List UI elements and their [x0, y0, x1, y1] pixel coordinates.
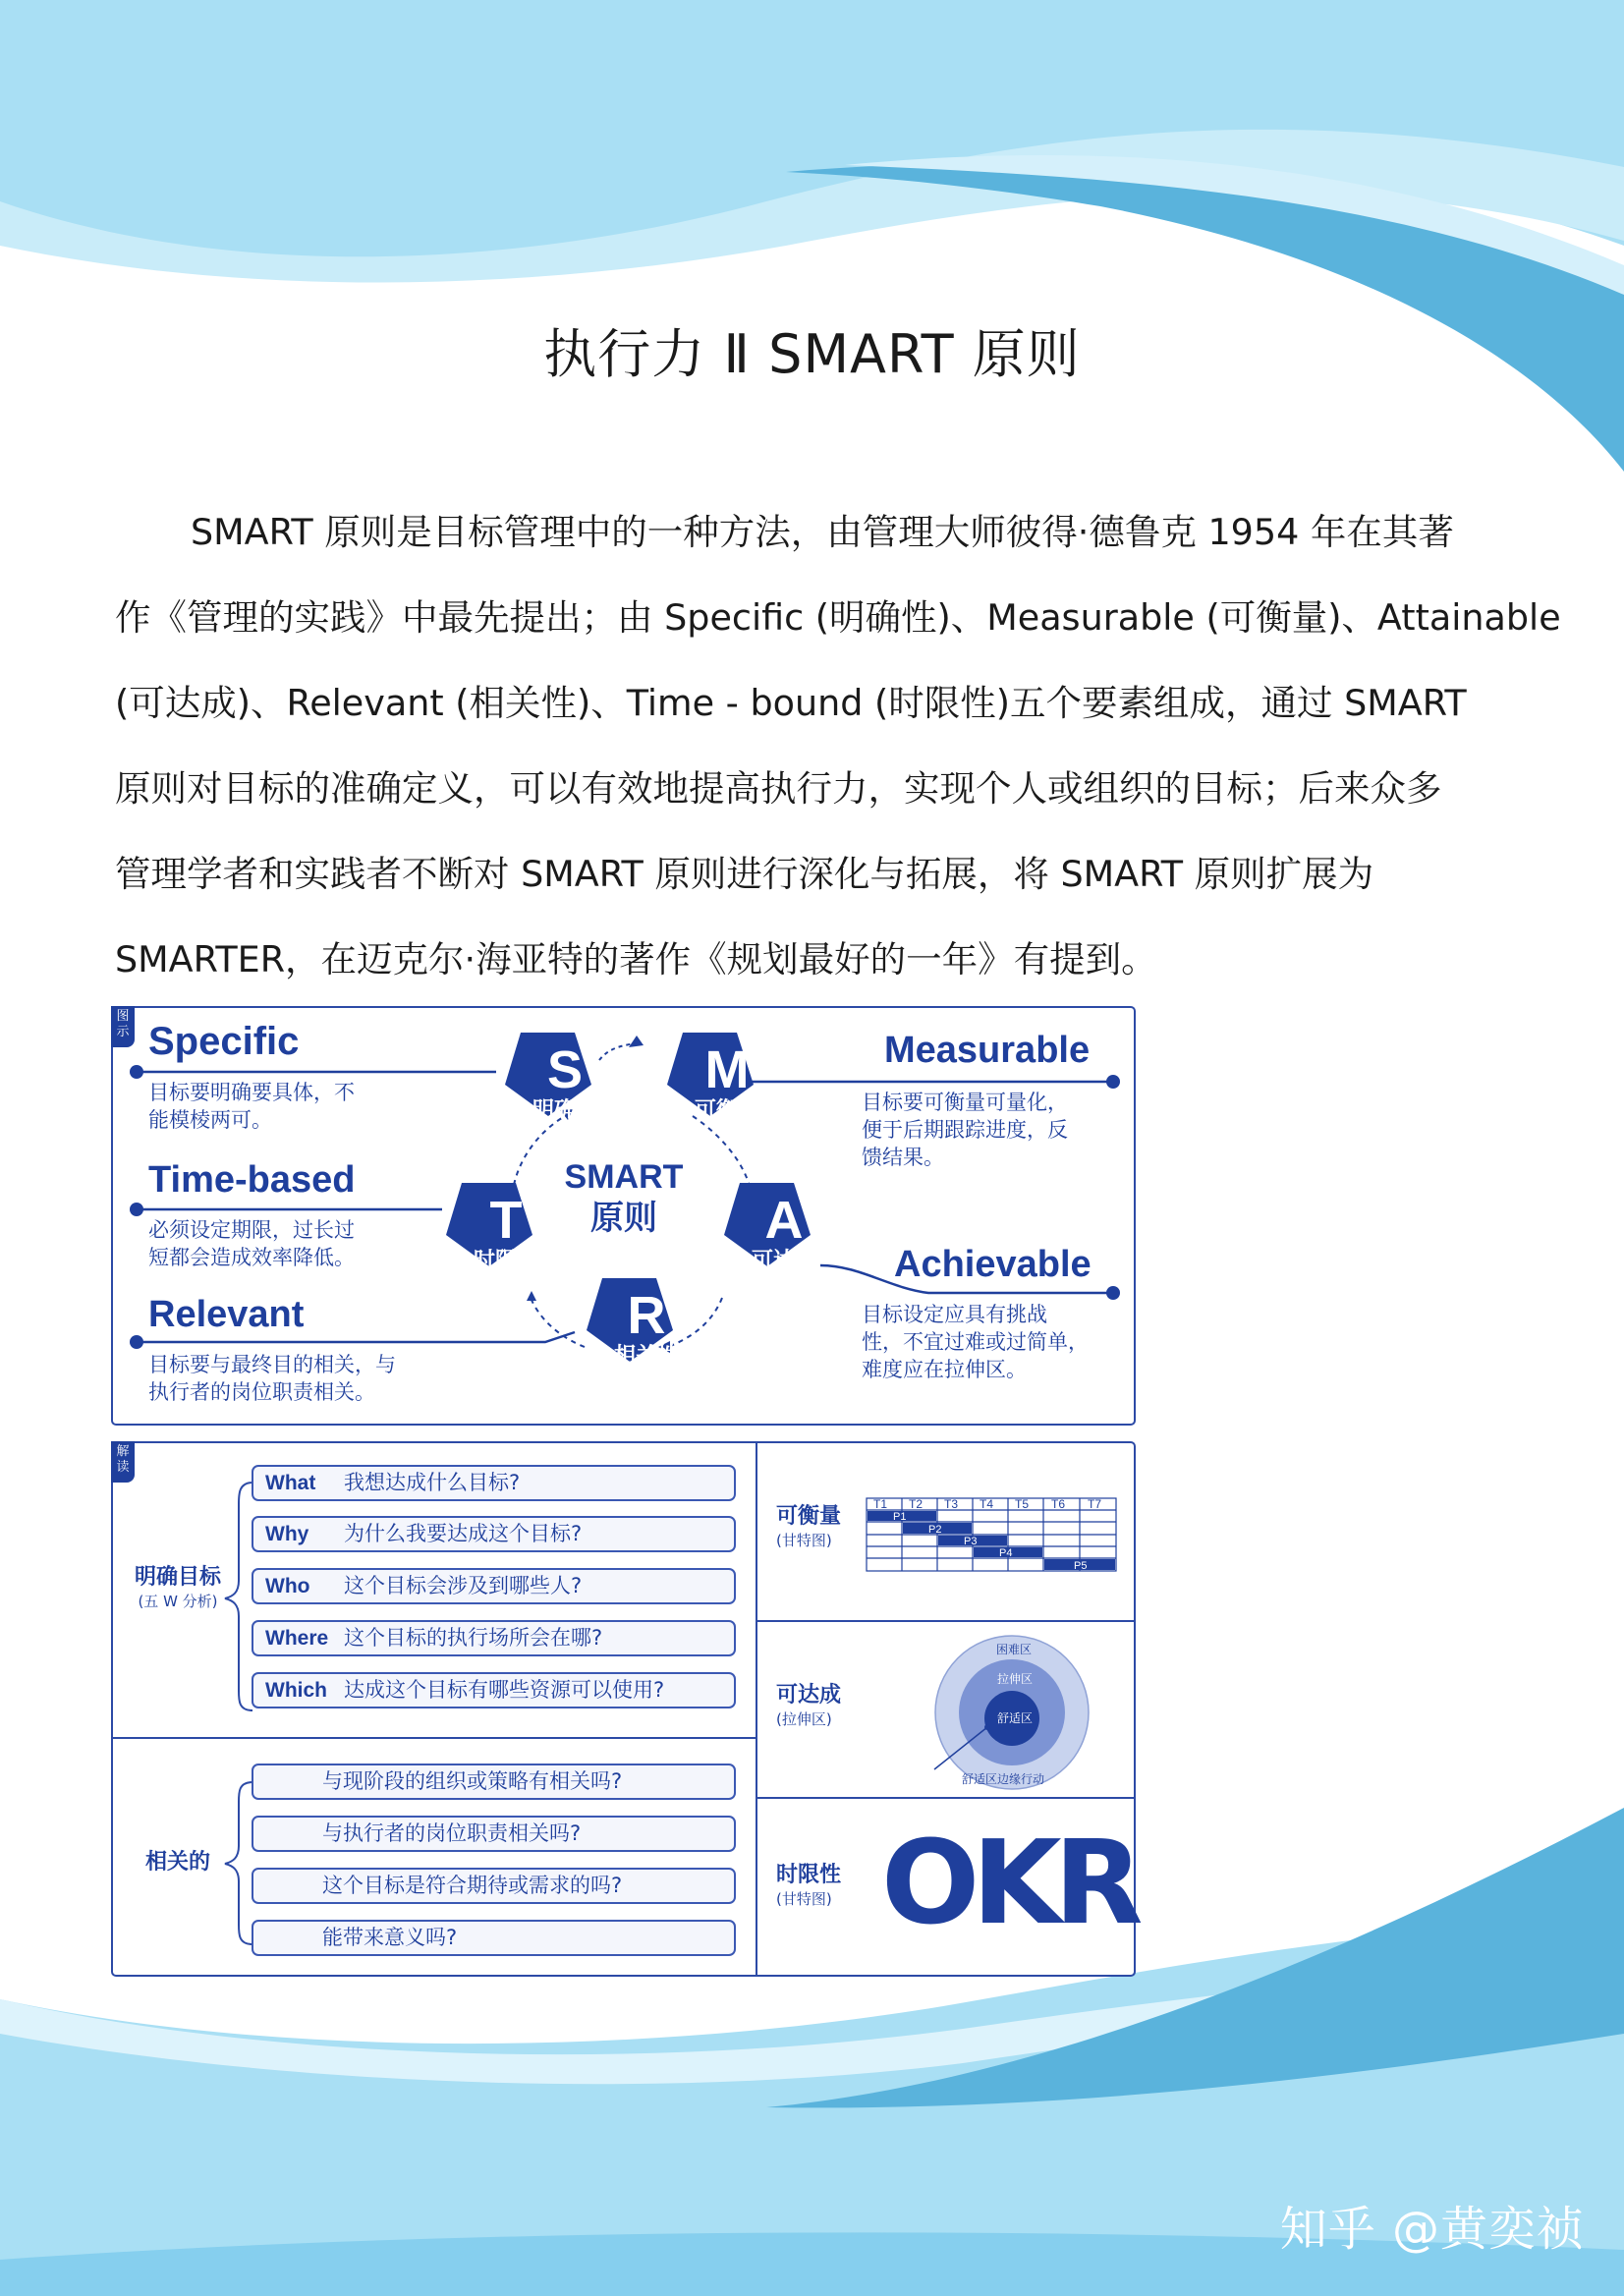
a-label: 可达成	[751, 1249, 816, 1273]
time-title: 时限性	[776, 1863, 842, 1887]
measurable-title: 可衡量	[776, 1504, 842, 1529]
relevant-q2: 与执行者的岗位职责相关吗?	[252, 1816, 736, 1852]
measurable-desc	[862, 1089, 1068, 1171]
diagram-center	[555, 1157, 693, 1240]
clear-goal-sub: (五 W 分析)	[138, 1593, 218, 1610]
desc-line: 目标要与最终目的相关，与	[148, 1353, 396, 1376]
t-letter: T	[489, 1191, 523, 1250]
gantt-header: T4	[980, 1497, 994, 1511]
where-pill	[252, 1620, 736, 1656]
s-pentagon	[518, 1041, 612, 1124]
desc-line: 目标要明确要具体，不	[148, 1081, 355, 1104]
gantt-header: T6	[1051, 1497, 1066, 1511]
time-desc	[148, 1216, 355, 1271]
watermark: 知乎 @黄奕祯	[1279, 2202, 1585, 2257]
desc-line: 必须设定期限，过长过	[148, 1218, 355, 1242]
achievable-title: 可达成	[776, 1683, 842, 1708]
okr-logo: OKR	[881, 1815, 1136, 1950]
gantt-header: T2	[909, 1497, 924, 1511]
relevant-title: Relevant	[148, 1294, 305, 1335]
desc-line: 性，不宜过难或过简单，	[862, 1330, 1089, 1354]
zone-note: 舒适区边缘行动	[962, 1772, 1045, 1786]
t-label: 时限性	[473, 1249, 538, 1273]
achievable-desc	[862, 1301, 1089, 1383]
a-pentagon	[737, 1192, 831, 1274]
time-label	[776, 1863, 841, 1910]
what-key: What	[265, 1472, 316, 1494]
where-question: 这个目标的执行场所会在哪?	[344, 1626, 603, 1650]
time-sub: (甘特图)	[776, 1890, 832, 1908]
desc-line: 难度应在拉伸区。	[862, 1358, 1027, 1381]
m-pentagon	[680, 1041, 774, 1124]
zone-outer: 困难区	[996, 1643, 1033, 1656]
paragraph-line: SMARTER，在迈克尔·海亚特的著作《规划最好的一年》有提到。	[115, 938, 1157, 980]
clear-goal-label	[129, 1565, 227, 1612]
diagram-tag: 图示	[111, 1006, 135, 1047]
measurable-sub: (甘特图)	[776, 1532, 832, 1549]
relevant-q4: 能带来意义吗?	[252, 1920, 736, 1956]
why-key: Why	[265, 1523, 309, 1545]
paragraph-line: (可达成)、Relevant (相关性)、Time - bound (时限性)五个要素组成，通过 SMART	[115, 682, 1467, 724]
where-key: Where	[265, 1627, 329, 1650]
which-pill	[252, 1672, 736, 1708]
zone-inner: 舒适区	[997, 1711, 1034, 1725]
m-label: 可衡量	[694, 1098, 759, 1123]
gantt-chart	[866, 1490, 1121, 1598]
relevant-label: 相关的	[144, 1850, 210, 1875]
relevant-desc	[148, 1351, 396, 1406]
paragraph-line: 原则对目标的准确定义，可以有效地提高执行力，实现个人或组织的目标；后来众多	[115, 767, 1442, 810]
t-pentagon	[459, 1192, 553, 1274]
desc-line: 目标设定应具有挑战	[862, 1303, 1047, 1326]
desc-line: 便于后期跟踪进度，反	[862, 1118, 1068, 1142]
clear-goal-title: 明确目标	[134, 1565, 221, 1590]
relevant-q1: 与现阶段的组织或策略有相关吗?	[252, 1764, 736, 1800]
why-pill	[252, 1516, 736, 1552]
s-letter: S	[546, 1040, 584, 1099]
specific-desc	[148, 1079, 355, 1134]
desc-line: 目标要可衡量可量化，	[862, 1091, 1068, 1114]
body-paragraph	[115, 489, 1561, 1002]
s-label: 明确性	[532, 1098, 597, 1123]
achievable-sub: (拉伸区)	[776, 1710, 832, 1728]
page-title: 执行力 Ⅱ SMART 原则	[543, 323, 1081, 385]
which-key: Which	[265, 1679, 327, 1702]
m-letter: M	[704, 1040, 750, 1099]
which-question: 达成这个目标有哪些资源可以使用?	[344, 1678, 665, 1702]
why-question: 为什么我要达成这个目标?	[344, 1522, 583, 1545]
time-title: Time-based	[148, 1159, 356, 1201]
desc-line: 能模棱两可。	[148, 1108, 272, 1132]
measurable-label	[776, 1504, 841, 1551]
desc-line: 短都会造成效率降低。	[148, 1246, 355, 1269]
desc-line: 执行者的岗位职责相关。	[148, 1380, 375, 1404]
paragraph-line: 管理学者和实践者不断对 SMART 原则进行深化与拓展，将 SMART 原则扩展为	[115, 853, 1374, 895]
center-line-1: SMART	[564, 1158, 684, 1196]
gantt-header: T1	[873, 1497, 888, 1511]
interpretation-panel	[111, 1441, 1136, 1977]
stretch-zone-diagram	[820, 1626, 1115, 1793]
gantt-task: P1	[893, 1511, 907, 1523]
smart-diagram-panel	[111, 1006, 1136, 1426]
who-pill	[252, 1568, 736, 1604]
who-key: Who	[265, 1575, 310, 1597]
specific-title: Specific	[148, 1020, 300, 1063]
r-pentagon	[599, 1287, 694, 1370]
gantt-header: T3	[944, 1497, 959, 1511]
gantt-header: T7	[1088, 1497, 1102, 1511]
gantt-header: T5	[1015, 1497, 1030, 1511]
gantt-task: P4	[999, 1547, 1013, 1559]
gantt-task: P5	[1074, 1560, 1088, 1572]
zone-middle: 拉伸区	[997, 1672, 1034, 1686]
what-question: 我想达成什么目标?	[344, 1471, 521, 1494]
a-letter: A	[764, 1191, 804, 1250]
desc-line: 馈结果。	[862, 1146, 944, 1169]
r-label: 相关性	[613, 1344, 679, 1369]
measurable-title: Measurable	[884, 1030, 1091, 1071]
r-letter: R	[627, 1286, 666, 1345]
gantt-task: P3	[964, 1536, 978, 1547]
what-pill	[252, 1465, 736, 1501]
paragraph-line: SMART 原则是目标管理中的一种方法，由管理大师彼得·德鲁克 1954 年在其著	[191, 511, 1454, 553]
center-line-2: 原则	[590, 1199, 657, 1238]
gantt-task: P2	[928, 1524, 942, 1536]
relevant-q3: 这个目标是符合期待或需求的吗?	[252, 1868, 736, 1904]
paragraph-line: 作《管理的实践》中最先提出；由 Specific (明确性)、Measurable (可衡量)、Attainable	[115, 596, 1561, 639]
who-question: 这个目标会涉及到哪些人?	[344, 1574, 583, 1597]
interpret-tag: 解读	[111, 1441, 135, 1483]
achievable-title: Achievable	[894, 1244, 1092, 1285]
